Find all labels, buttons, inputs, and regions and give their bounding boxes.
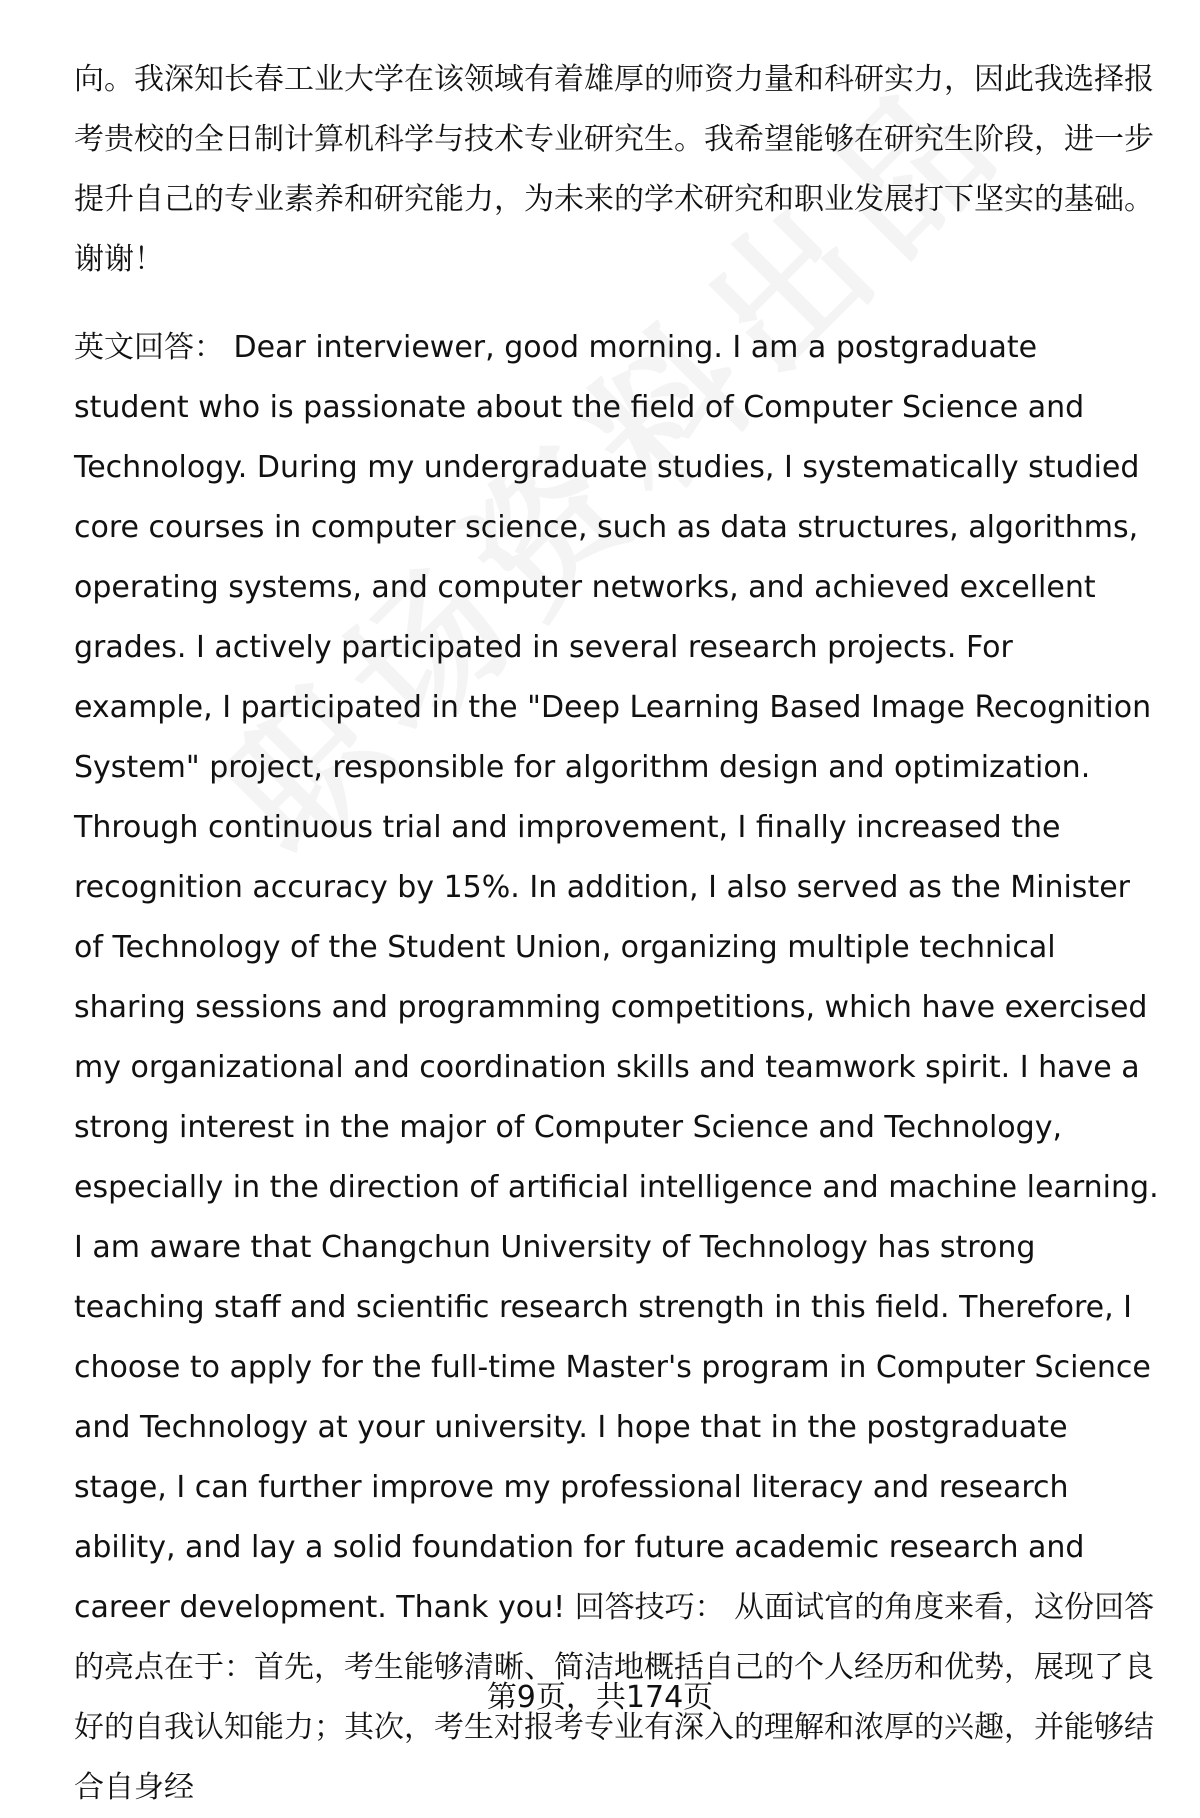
answer-tips-label: 回答技巧： xyxy=(574,1590,725,1625)
answer-tips-text: 从面试官的角度来看，这份回答的亮点在于：首先，考生能够清晰、简洁地概括自己的个人经历和优势，展现了良好的自我认知能力；其次，考生对报考专业有深入的理解和浓厚的兴趣，并能够结合自身经 xyxy=(74,1590,1155,1805)
english-answer-text: Dear interviewer, good morning. I am a postgraduate student who is passionate about the field of Computer Science and Technology. During my undergraduate studies, I systematically studied core courses in computer science, such as data structures, algorithms, operating systems, and computer networks, and achieved excellent grades. I actively participated in several research projects. For example, I participated in the "Deep Learning Based Image Recognition System" project, responsible for algorithm design and optimization. Through continuous trial and improvement, I finally increased the recognition accuracy by 15%. In addition, I also served as the Minister of Technology of the Student Union, organizing multiple technical sharing sessions and programming competitions, which have exercised my organizational and coordination skills and teamwork spirit. I have a strong interest in the major of Computer Science and Technology, especially in the direction of artificial intelligence and machine learning. I am aware that Changchun University of Technology has strong teaching staff and scientific research strength in this field. Therefore, I choose to apply for the full-time Master's program in Computer Science and Technology at your university. I hope that in the postgraduate stage, I can further improve my professional literacy and research ability, and lay a solid foundation for future academic research and career development. Thank you! xyxy=(74,330,1159,1625)
chinese-answer-continuation: 向。我深知长春工业大学在该领域有着雄厚的师资力量和科研实力，因此我选择报考贵校的全日制计算机科学与技术专业研究生。我希望能够在研究生阶段，进一步提升自己的专业素养和研究能力，为未来的学术研究和职业发展打下坚实的基础。谢谢！ xyxy=(74,62,1154,277)
english-answer-paragraph xyxy=(74,318,1160,1818)
page-number-footer: 第9页，共174页 xyxy=(486,1680,714,1715)
english-answer-label: 英文回答： xyxy=(74,330,224,365)
